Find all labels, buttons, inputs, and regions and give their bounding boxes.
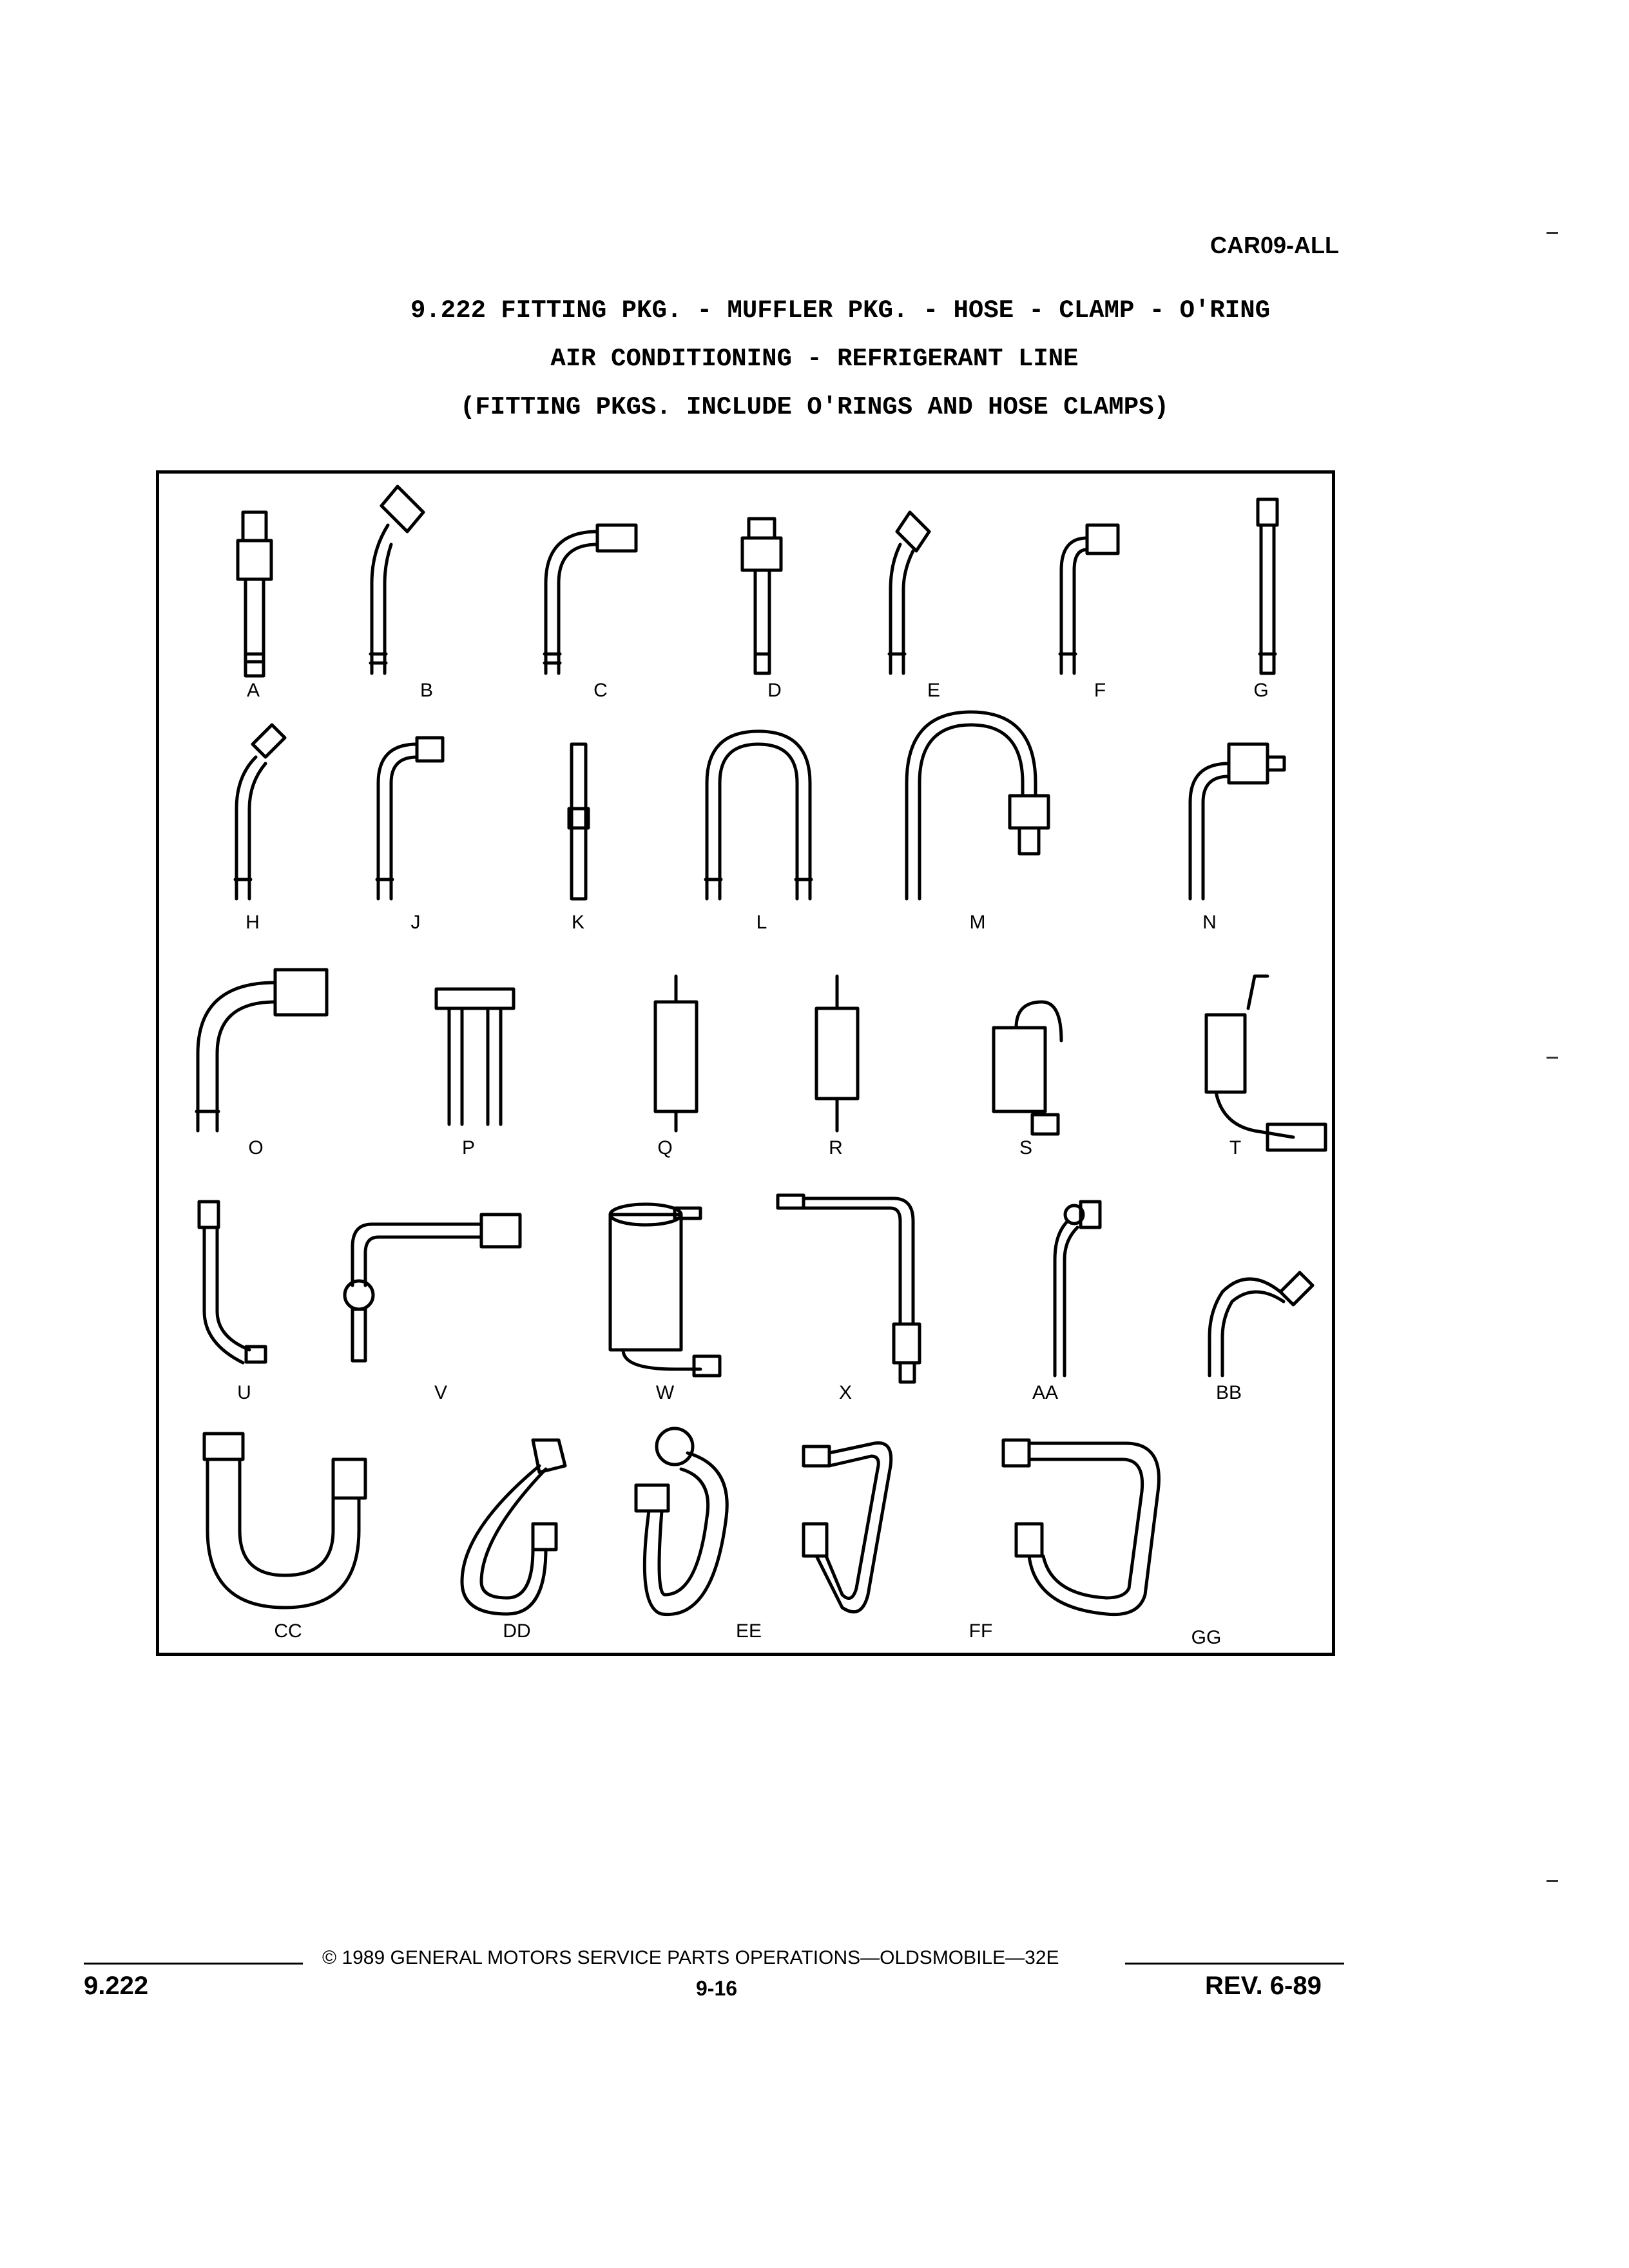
part-u-drawing [199,1202,265,1363]
margin-mark [1547,232,1558,234]
part-label-h: H [246,912,260,933]
part-label-x: X [838,1382,853,1403]
part-o-drawing [197,970,327,1131]
part-label-ff: FF [969,1620,993,1642]
part-k-drawing [569,744,588,899]
part-t-drawing [1206,976,1325,1150]
part-m-drawing [907,712,1048,899]
part-label-t: T [1229,1137,1242,1158]
part-ff-drawing [804,1443,891,1611]
part-cc-drawing [204,1434,365,1608]
part-e-drawing [889,512,929,673]
part-label-ee: EE [735,1620,762,1642]
part-label-u: U [237,1382,251,1403]
part-x-drawing [778,1195,920,1382]
part-label-o: O [248,1137,264,1158]
part-bb-drawing [1210,1273,1313,1376]
part-f-drawing [1060,525,1118,673]
part-j-drawing [377,738,443,899]
margin-mark [1547,1880,1558,1882]
part-label-e: E [927,680,941,701]
part-s-drawing [994,1002,1061,1134]
part-label-r: R [829,1137,843,1158]
part-label-g: G [1253,680,1269,701]
footer-section-number: 9.222 [84,1972,149,2000]
part-label-dd: DD [503,1620,531,1642]
part-label-l: L [756,912,767,933]
part-v-drawing [345,1215,520,1361]
part-label-b: B [419,680,434,701]
part-label-v: V [434,1382,448,1403]
part-aa-drawing [1055,1202,1100,1376]
title-line-1: 9.222 FITTING PKG. - MUFFLER PKG. - HOSE - CLAMP - O'RING [410,296,1271,325]
part-ee-drawing [636,1428,727,1615]
parts-illustration-frame [156,470,1335,1656]
part-g-drawing [1258,499,1277,673]
part-label-m: M [969,912,986,933]
part-label-bb: BB [1215,1382,1242,1403]
part-d-drawing [742,519,781,673]
part-label-a: A [246,680,260,701]
part-dd-drawing [462,1440,565,1614]
part-label-cc: CC [274,1620,302,1642]
part-label-j: J [410,912,421,933]
part-label-gg: GG [1191,1627,1222,1648]
parts-illustration [159,474,1332,1653]
part-c-drawing [545,525,636,673]
footer-rule-right [1125,1963,1344,1965]
title-line-3: (FITTING PKGS. INCLUDE O'RINGS AND HOSE CLAMPS) [460,393,1169,421]
part-l-drawing [706,731,811,899]
part-label-q: Q [657,1137,673,1158]
part-label-s: S [1019,1137,1033,1158]
part-h-drawing [235,725,285,899]
margin-mark [1547,1057,1558,1059]
part-r-drawing [816,976,858,1131]
footer-rule-left [84,1963,303,1965]
part-label-c: C [593,680,608,701]
part-b-drawing [371,486,423,673]
part-label-k: K [571,912,585,933]
footer-revision: REV. 6-89 [1205,1972,1322,2000]
footer-copyright: © 1989 GENERAL MOTORS SERVICE PARTS OPERATIONS—OLDSMOBILE—32E [322,1947,1059,1968]
part-label-p: P [461,1137,476,1158]
part-label-d: D [767,680,782,701]
part-q-drawing [655,976,697,1131]
title-line-2: AIR CONDITIONING - REFRIGERANT LINE [550,345,1079,373]
part-label-n: N [1202,912,1217,933]
document-code: CAR09-ALL [1210,232,1339,258]
part-n-drawing [1190,744,1284,899]
part-p-drawing [436,989,514,1124]
part-a-drawing [238,512,271,676]
part-label-aa: AA [1032,1382,1059,1403]
part-gg-drawing [1003,1440,1159,1615]
part-label-w: W [655,1382,675,1403]
part-label-f: F [1094,680,1106,701]
footer-page-number: 9-16 [696,1977,738,2000]
part-w-drawing [610,1204,720,1376]
